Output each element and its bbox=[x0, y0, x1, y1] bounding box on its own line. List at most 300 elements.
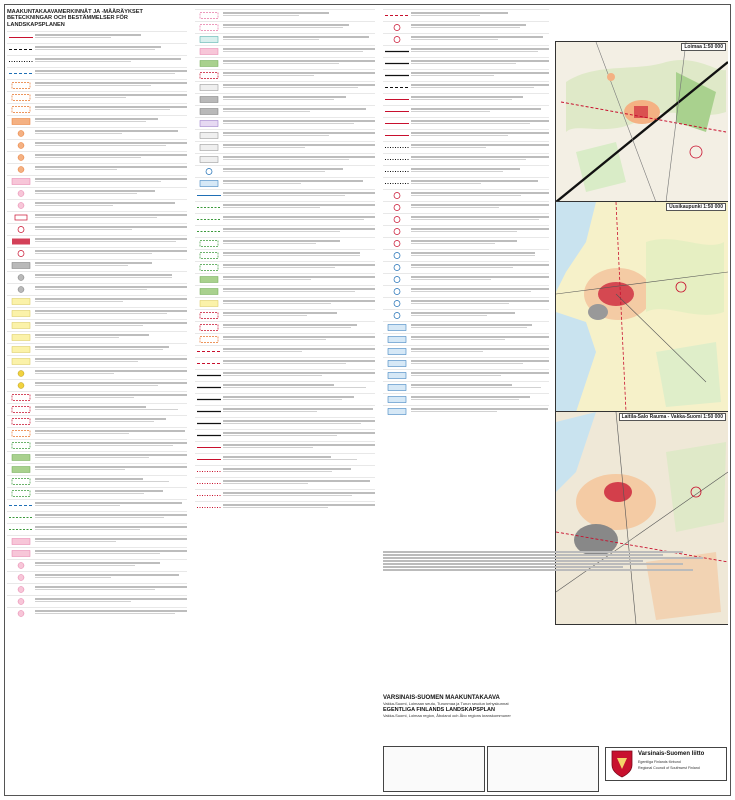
legend-symbol-yellowfill bbox=[7, 357, 35, 366]
map-sheet bbox=[4, 4, 731, 796]
legend-column-2 bbox=[195, 5, 375, 795]
legend-label bbox=[223, 311, 375, 317]
legend-entry bbox=[195, 357, 375, 369]
legend-symbol-yellowfill bbox=[7, 345, 35, 354]
legend-label bbox=[223, 443, 375, 449]
legend-symbol-pinkdash bbox=[195, 11, 223, 20]
legend-symbol-blackline bbox=[195, 383, 223, 392]
legend-entry bbox=[195, 297, 375, 309]
legend-label bbox=[411, 323, 549, 329]
legend-entry bbox=[383, 345, 549, 357]
legend-entry bbox=[195, 273, 375, 285]
legend-entry bbox=[7, 55, 187, 67]
notes-placeholder-line bbox=[383, 569, 693, 571]
legend-label bbox=[411, 335, 549, 341]
legend-label bbox=[35, 525, 187, 531]
legend-label bbox=[411, 83, 549, 89]
legend-label bbox=[223, 431, 375, 437]
legend-label bbox=[223, 47, 375, 53]
legend-symbol-redbox bbox=[195, 323, 223, 332]
legend-label bbox=[223, 287, 375, 293]
legend-symbol-greenline bbox=[195, 203, 223, 212]
legend-entry bbox=[7, 319, 187, 331]
legend-label bbox=[35, 45, 187, 51]
legend-entry bbox=[383, 285, 549, 297]
legend-label bbox=[223, 263, 375, 269]
legend-entry bbox=[383, 81, 549, 93]
legend-entry bbox=[195, 429, 375, 441]
legend-symbol-pinkcircle bbox=[7, 189, 35, 198]
legend-title-fi: MAAKUNTAKAAVAMERKINNÄT JA -MÄÄRÄYKSET bbox=[7, 9, 143, 15]
legend-symbol-greenline bbox=[195, 215, 223, 224]
legend-symbol-tealbox bbox=[195, 35, 223, 44]
legend-entry bbox=[195, 129, 375, 141]
plan-subtitle: Vakka-Suomi, Loimaan seutu, Turunmaa ja Turun seudun kehyskunnat bbox=[383, 701, 509, 706]
legend-entry bbox=[195, 189, 375, 201]
legend-entry bbox=[7, 31, 187, 43]
legend-entry bbox=[383, 57, 549, 69]
legend-symbol-pinkbox bbox=[7, 537, 35, 546]
legend-entry bbox=[195, 501, 375, 513]
legend-label bbox=[223, 131, 375, 137]
legend-symbol-greenbox bbox=[195, 263, 223, 272]
legend-entry bbox=[383, 369, 549, 381]
legend-symbol-blackdash bbox=[383, 83, 411, 92]
legend-label bbox=[35, 429, 187, 435]
legend-symbol-greenbox bbox=[7, 477, 35, 486]
legend-symbol-bluebox bbox=[383, 395, 411, 404]
legend-entry bbox=[195, 309, 375, 321]
legend-label bbox=[411, 263, 549, 269]
legend-label bbox=[411, 203, 549, 209]
legend-symbol-blackline bbox=[383, 59, 411, 68]
notes-placeholder-line bbox=[383, 560, 643, 562]
legend-entry bbox=[195, 141, 375, 153]
legend-entry bbox=[7, 439, 187, 451]
legend-symbol-redline bbox=[383, 119, 411, 128]
legend-label bbox=[411, 23, 549, 29]
legend-entry bbox=[383, 153, 549, 165]
legend-entry bbox=[383, 105, 549, 117]
legend-label bbox=[411, 131, 549, 137]
legend-entry bbox=[383, 261, 549, 273]
legend-label bbox=[411, 191, 549, 197]
legend-entry bbox=[7, 379, 187, 391]
legend-label bbox=[411, 287, 549, 293]
legend-symbol-orangebox bbox=[7, 105, 35, 114]
legend-symbol-blackline bbox=[383, 47, 411, 56]
legend-entry bbox=[195, 405, 375, 417]
legend-entry bbox=[195, 285, 375, 297]
legend-label bbox=[411, 227, 549, 233]
legend-label bbox=[223, 179, 375, 185]
legend-entry bbox=[383, 33, 549, 45]
legend-label bbox=[35, 333, 187, 339]
plan-title-sv: EGENTLIGA FINLANDS LANDSKAPSPLAN bbox=[383, 707, 495, 713]
legend-entry bbox=[195, 477, 375, 489]
legend-label bbox=[35, 501, 187, 507]
legend-symbol-greenfill bbox=[195, 287, 223, 296]
inset-map-uusikaupunki[interactable] bbox=[555, 201, 728, 413]
notes-placeholder-line bbox=[383, 566, 623, 568]
legend-symbol-blackdots bbox=[7, 57, 35, 66]
legend-entry bbox=[7, 343, 187, 355]
legend-symbol-blueline bbox=[195, 191, 223, 200]
legend-symbol-redline bbox=[195, 455, 223, 464]
legend-symbol-redline bbox=[383, 95, 411, 104]
legend-entry bbox=[7, 79, 187, 91]
inset-map-uusikaupunki-drawing bbox=[556, 202, 728, 412]
legend-symbol-greenfill bbox=[195, 59, 223, 68]
legend-entry bbox=[195, 57, 375, 69]
legend-label bbox=[35, 573, 187, 579]
notes-placeholder-line bbox=[383, 551, 683, 553]
legend-entry bbox=[383, 177, 549, 189]
legend-entry bbox=[195, 81, 375, 93]
legend-label bbox=[223, 11, 375, 17]
legend-label bbox=[35, 261, 187, 267]
legend-symbol-bluecircle bbox=[383, 299, 411, 308]
legend-label bbox=[223, 239, 375, 245]
legend-label bbox=[223, 467, 375, 473]
legend-label bbox=[35, 69, 187, 75]
legend-entry bbox=[7, 247, 187, 259]
legend-label bbox=[223, 167, 375, 173]
legend-label bbox=[35, 549, 187, 555]
legend-entry bbox=[7, 115, 187, 127]
legend-symbol-reddash bbox=[195, 347, 223, 356]
legend-entry bbox=[383, 357, 549, 369]
legend-entry bbox=[7, 463, 187, 475]
legend-title bbox=[7, 9, 187, 28]
legend-entry bbox=[195, 321, 375, 333]
legend-symbol-redline bbox=[7, 33, 35, 42]
inset-map-laitila-title: Laitila-Salo Rauma - Vakka-Suomi 1:50 000 bbox=[619, 413, 726, 421]
legend-entry bbox=[195, 21, 375, 33]
legend-symbol-blackline bbox=[195, 407, 223, 416]
legend-entry bbox=[383, 237, 549, 249]
legend-label bbox=[223, 299, 375, 305]
legend-label bbox=[223, 23, 375, 29]
legend-entry bbox=[195, 453, 375, 465]
legend-entry bbox=[195, 237, 375, 249]
legend-entry bbox=[195, 381, 375, 393]
legend-label bbox=[411, 59, 549, 65]
legend-label bbox=[35, 33, 187, 39]
legend-symbol-yellowcircle bbox=[7, 381, 35, 390]
legend-entry bbox=[195, 117, 375, 129]
org-crest-icon bbox=[609, 749, 635, 779]
legend-entry bbox=[7, 583, 187, 595]
legend-column-1 bbox=[7, 5, 187, 795]
legend-entry bbox=[7, 139, 187, 151]
legend-label bbox=[223, 347, 375, 353]
legend-entry bbox=[7, 403, 187, 415]
org-name-en: Regional Council of Southwest Finland bbox=[638, 766, 700, 770]
legend-symbol-greenfill bbox=[195, 275, 223, 284]
legend-entry bbox=[383, 297, 549, 309]
legend-symbol-greycircle bbox=[7, 273, 35, 282]
legend-symbol-blackline bbox=[195, 371, 223, 380]
org-logo bbox=[605, 747, 727, 781]
legend-entry bbox=[195, 261, 375, 273]
legend-symbol-greybox bbox=[195, 131, 223, 140]
legend-label bbox=[35, 321, 187, 327]
legend-label bbox=[411, 155, 549, 161]
legend-entry bbox=[383, 129, 549, 141]
legend-symbol-pinkcircle bbox=[7, 585, 35, 594]
legend-symbol-bluecircle bbox=[383, 287, 411, 296]
legend-symbol-bluebox bbox=[383, 407, 411, 416]
legend-entry bbox=[195, 333, 375, 345]
legend-label bbox=[223, 95, 375, 101]
legend-entry bbox=[195, 225, 375, 237]
legend-symbol-orangecircle bbox=[7, 129, 35, 138]
legend-label bbox=[35, 225, 187, 231]
legend-entry bbox=[7, 307, 187, 319]
legend-entry bbox=[195, 417, 375, 429]
legend-entry bbox=[7, 163, 187, 175]
legend-entry bbox=[7, 43, 187, 55]
legend-entry bbox=[7, 475, 187, 487]
legend-label bbox=[35, 297, 187, 303]
legend-label bbox=[223, 359, 375, 365]
inset-map-loimaa-drawing bbox=[556, 42, 728, 202]
inset-map-uusikaupunki-title: Uusikaupunki 1:50 000 bbox=[666, 203, 726, 211]
legend-symbol-pinkcircle bbox=[7, 573, 35, 582]
legend-entry bbox=[7, 547, 187, 559]
legend-label bbox=[35, 189, 187, 195]
legend-symbol-blackdots bbox=[383, 155, 411, 164]
legend-entry bbox=[195, 465, 375, 477]
legend-entry bbox=[383, 225, 549, 237]
legend-label bbox=[35, 465, 187, 471]
legend-label bbox=[223, 227, 375, 233]
legend-label bbox=[35, 309, 187, 315]
legend-label bbox=[35, 489, 187, 495]
legend-symbol-greybox bbox=[195, 83, 223, 92]
legend-symbol-pinkbox bbox=[7, 177, 35, 186]
legend-label bbox=[35, 405, 187, 411]
legend-entry bbox=[383, 117, 549, 129]
legend-entry bbox=[7, 571, 187, 583]
legend-entry bbox=[7, 487, 187, 499]
legend-label bbox=[35, 141, 187, 147]
legend-symbol-orangebox bbox=[7, 81, 35, 90]
legend-label bbox=[223, 491, 375, 497]
legend-label bbox=[223, 191, 375, 197]
legend-symbol-greenline bbox=[7, 525, 35, 534]
legend-symbol-redcircle bbox=[383, 23, 411, 32]
legend-label bbox=[35, 273, 187, 279]
legend-symbol-bluebox bbox=[383, 323, 411, 332]
legend-entry bbox=[195, 69, 375, 81]
legend-label bbox=[35, 369, 187, 375]
legend-symbol-pinkbox bbox=[7, 549, 35, 558]
legend-label bbox=[35, 93, 187, 99]
legend-label bbox=[35, 477, 187, 483]
legend-label bbox=[223, 143, 375, 149]
legend-symbol-reddash bbox=[195, 359, 223, 368]
legend-label bbox=[411, 395, 549, 401]
legend-symbol-greyfill bbox=[195, 107, 223, 116]
legend-symbol-blackdots bbox=[383, 143, 411, 152]
legend-symbol-pinkcircle bbox=[7, 609, 35, 618]
legend-entry bbox=[383, 21, 549, 33]
legend-entry bbox=[195, 441, 375, 453]
legend-label bbox=[411, 35, 549, 41]
legend-entry bbox=[195, 393, 375, 405]
legend-symbol-orangecircle bbox=[7, 165, 35, 174]
legend-symbol-blackline bbox=[383, 71, 411, 80]
legend-entry bbox=[383, 141, 549, 153]
legend-symbol-bluecircle bbox=[383, 251, 411, 260]
notes-placeholder-line bbox=[383, 554, 663, 556]
legend-symbol-greenfill bbox=[7, 465, 35, 474]
legend-symbol-bluecircle bbox=[383, 263, 411, 272]
legend-symbol-orangecircle bbox=[7, 141, 35, 150]
legend-label bbox=[411, 359, 549, 365]
legend-entry bbox=[7, 607, 187, 619]
legend-symbol-redline bbox=[383, 131, 411, 140]
approval-stamp bbox=[383, 746, 485, 792]
legend-symbol-redcircle bbox=[383, 35, 411, 44]
legend-label bbox=[411, 215, 549, 221]
legend-label bbox=[223, 407, 375, 413]
inset-map-loimaa[interactable] bbox=[555, 41, 728, 203]
legend-label bbox=[35, 117, 187, 123]
legend-label bbox=[35, 81, 187, 87]
legend-symbol-bluedash bbox=[7, 501, 35, 510]
legend-entry bbox=[383, 321, 549, 333]
legend-entry bbox=[195, 345, 375, 357]
legend-label bbox=[223, 35, 375, 41]
legend-entry bbox=[195, 489, 375, 501]
legend-label bbox=[223, 203, 375, 209]
legend-entry bbox=[7, 511, 187, 523]
legend-symbol-redbox bbox=[7, 405, 35, 414]
legend-entry bbox=[7, 283, 187, 295]
plan-title: VARSINAIS-SUOMEN MAAKUNTAKAAVA bbox=[383, 695, 500, 701]
legend-label bbox=[411, 383, 549, 389]
legend-entry bbox=[383, 9, 549, 21]
legend-symbol-pinkcircle bbox=[7, 201, 35, 210]
legend-symbol-yellowfill bbox=[7, 297, 35, 306]
legend-entry bbox=[383, 249, 549, 261]
legend-symbol-bluebox bbox=[383, 347, 411, 356]
legend-label bbox=[223, 395, 375, 401]
legend-label bbox=[35, 213, 187, 219]
legend-entry bbox=[383, 393, 549, 405]
legend-entry bbox=[7, 523, 187, 535]
legend-entry bbox=[7, 367, 187, 379]
legend-label bbox=[411, 167, 549, 173]
legend-symbol-pinkcircle bbox=[7, 561, 35, 570]
legend-symbol-orangefill bbox=[7, 117, 35, 126]
legend-entry bbox=[7, 175, 187, 187]
legend-symbol-greybox bbox=[195, 155, 223, 164]
legend-label bbox=[35, 381, 187, 387]
legend-symbol-pinkdash bbox=[195, 23, 223, 32]
legend-symbol-redline bbox=[383, 107, 411, 116]
legend-symbol-orangebox bbox=[195, 335, 223, 344]
legend-label bbox=[223, 107, 375, 113]
legend-entry bbox=[7, 451, 187, 463]
notes-placeholder-line bbox=[383, 563, 683, 565]
legend-label bbox=[35, 561, 187, 567]
legend-symbol-greenline bbox=[195, 227, 223, 236]
legend-symbol-yellowfill bbox=[7, 321, 35, 330]
legend-entry bbox=[7, 595, 187, 607]
legend-entry bbox=[383, 381, 549, 393]
legend-label bbox=[223, 155, 375, 161]
legend-symbol-reddots bbox=[195, 479, 223, 488]
legend-symbol-redcircle bbox=[383, 215, 411, 224]
legend-symbol-redline bbox=[195, 443, 223, 452]
legend-entry bbox=[7, 355, 187, 367]
legend-label bbox=[35, 345, 187, 351]
legend-label bbox=[411, 239, 549, 245]
legend-label bbox=[223, 335, 375, 341]
legend-symbol-greenbox bbox=[7, 489, 35, 498]
legend-entry bbox=[7, 199, 187, 211]
legend-symbol-greyfill bbox=[195, 95, 223, 104]
legend-symbol-redcircle bbox=[383, 191, 411, 200]
legend-entry bbox=[383, 93, 549, 105]
legend-symbol-redcircle bbox=[383, 203, 411, 212]
legend-entry bbox=[7, 151, 187, 163]
legend-label bbox=[35, 165, 187, 171]
plan-subtitle-sv: Vakka-Suomi, Loimaa region, Åboland och Åbo regions kranskommuner bbox=[383, 713, 511, 718]
legend-entry bbox=[195, 105, 375, 117]
legend-symbol-redbox bbox=[195, 71, 223, 80]
legend-entry bbox=[7, 295, 187, 307]
notes-placeholder-line bbox=[383, 557, 703, 559]
legend-symbol-yellowcircle bbox=[7, 369, 35, 378]
legend-label bbox=[35, 177, 187, 183]
legend-label bbox=[35, 393, 187, 399]
legend-entry bbox=[7, 559, 187, 571]
legend-symbol-reddots bbox=[195, 491, 223, 500]
legend-label bbox=[411, 11, 549, 17]
legend-symbol-reddots bbox=[195, 503, 223, 512]
legend-symbol-bluecircle bbox=[383, 275, 411, 284]
legend-label bbox=[35, 285, 187, 291]
legend-label bbox=[35, 417, 187, 423]
legend-symbol-bluebox bbox=[383, 335, 411, 344]
legend-entry bbox=[7, 535, 187, 547]
legend-entry bbox=[383, 45, 549, 57]
legend-label bbox=[35, 201, 187, 207]
plan-notes bbox=[383, 550, 727, 690]
inset-map-loimaa-title: Loimaa 1:50 000 bbox=[681, 43, 726, 51]
legend-symbol-reddots bbox=[195, 467, 223, 476]
legend-symbol-blackline bbox=[195, 431, 223, 440]
legend-entry bbox=[7, 103, 187, 115]
legend-entry bbox=[383, 213, 549, 225]
legend-symbol-redbox bbox=[7, 417, 35, 426]
legend-entry bbox=[383, 69, 549, 81]
legend-entry bbox=[7, 391, 187, 403]
legend-symbol-bluecircle bbox=[383, 311, 411, 320]
legend-symbol-blackdots bbox=[383, 179, 411, 188]
legend-label bbox=[411, 311, 549, 317]
legend-symbol-redbox bbox=[195, 311, 223, 320]
legend-label bbox=[223, 383, 375, 389]
legend-label bbox=[411, 71, 549, 77]
legend-label bbox=[35, 609, 187, 615]
legend-entry bbox=[383, 405, 549, 417]
